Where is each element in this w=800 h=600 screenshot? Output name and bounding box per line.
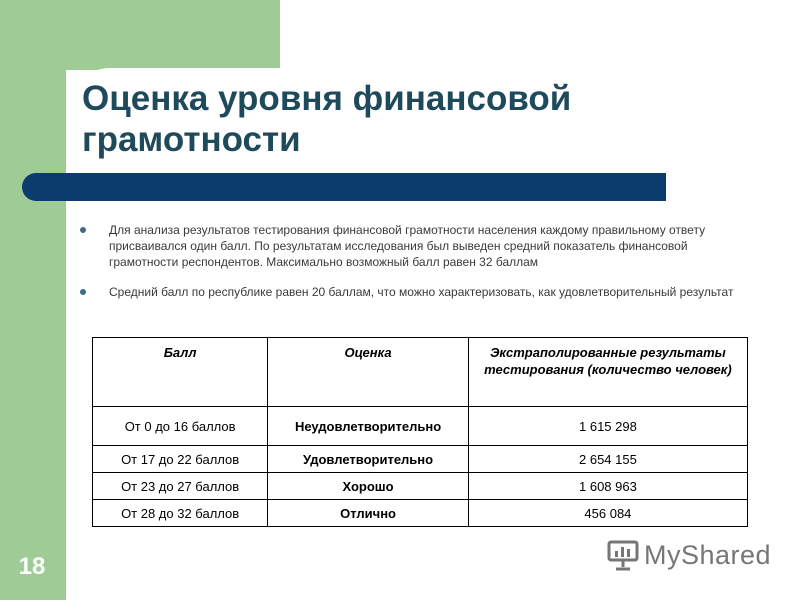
watermark-logo — [606, 537, 771, 573]
cell-score: От 28 до 32 баллов — [93, 500, 268, 527]
top-accent-block — [66, 0, 280, 70]
results-table — [92, 337, 748, 527]
bullet-item-method: Для анализа результатов тестирования финансовой грамотности населения каждому правильному ответу присваивался один балл. По результатам исследования был выведен средний показатель финансовой грамотности респондентов. Максимально возможный балл равен 32 баллам — [80, 222, 760, 270]
watermark-text: MyShared — [644, 539, 772, 570]
table-row — [93, 500, 748, 527]
table-header-row — [93, 338, 748, 407]
cell-result: 1 615 298 — [468, 407, 747, 446]
cell-result: 1 608 963 — [468, 473, 747, 500]
cell-result: 456 084 — [468, 500, 747, 527]
cell-rating: Неудовлетворительно — [268, 407, 469, 446]
cell-result: 2 654 155 — [468, 446, 747, 473]
page-number: 18 — [18, 553, 46, 580]
table-row — [93, 446, 748, 473]
presentation-board-icon — [606, 538, 640, 572]
slide-title: Оценка уровня финансовой грамотности — [82, 79, 572, 159]
table-row — [93, 407, 748, 446]
bullet-list — [80, 222, 760, 314]
table-row — [93, 473, 748, 500]
header-rating: Оценка — [268, 338, 469, 407]
side-accent-bar — [0, 0, 66, 600]
cell-rating: Удовлетворительно — [268, 446, 469, 473]
cell-score: От 0 до 16 баллов — [93, 407, 268, 446]
cell-score: От 23 до 27 баллов — [93, 473, 268, 500]
bullet-item-average: Средний балл по республике равен 20 баллам, что можно характеризовать, как удовлетворительный результат — [80, 284, 760, 300]
cell-score: От 17 до 22 баллов — [93, 446, 268, 473]
cell-rating: Отлично — [268, 500, 469, 527]
header-result: Экстраполированные результаты тестирования (количество человек) — [468, 338, 747, 407]
cell-rating: Хорошо — [268, 473, 469, 500]
header-score: Балл — [93, 338, 268, 407]
title-underline-bar — [22, 173, 666, 201]
